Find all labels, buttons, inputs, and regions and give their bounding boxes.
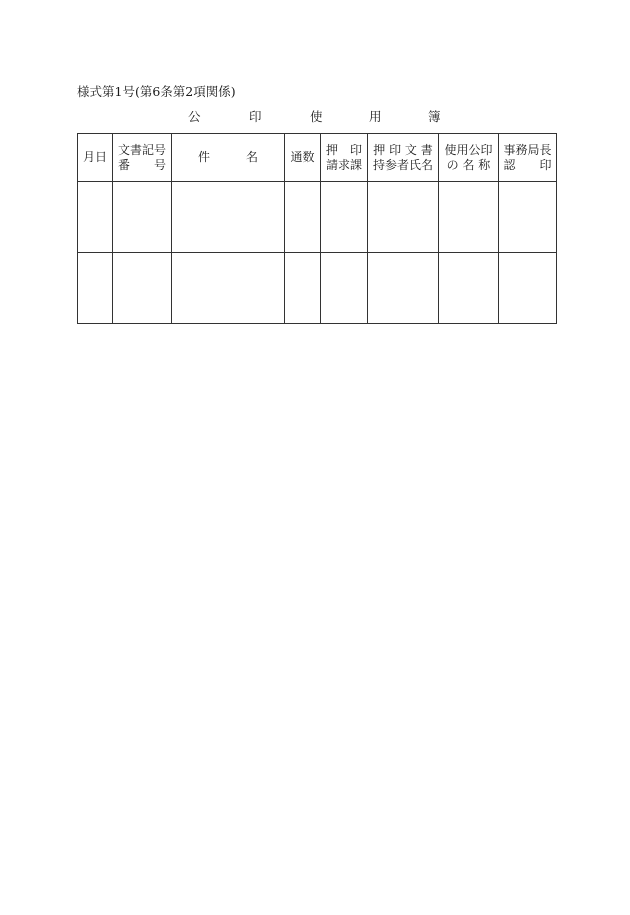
title-char: 印 <box>249 109 262 124</box>
header-subject: 件 名 <box>172 134 285 182</box>
table-cell <box>321 253 368 324</box>
table-cell <box>285 182 321 253</box>
table-cell <box>172 253 285 324</box>
table-cell <box>499 253 557 324</box>
table-cell <box>439 182 499 253</box>
table-cell <box>439 253 499 324</box>
table-cell <box>78 253 113 324</box>
table-row <box>78 182 557 253</box>
table-cell <box>78 182 113 253</box>
table-cell <box>368 182 439 253</box>
table-cell <box>172 182 285 253</box>
table-cell <box>368 253 439 324</box>
header-bearer-name: 押 印 文 書 持参者氏名 <box>368 134 439 182</box>
table-header-row <box>78 134 557 182</box>
header-seal-name: 使用公印 の 名 称 <box>439 134 499 182</box>
title-char: 簿 <box>428 109 441 124</box>
title-char: 公 <box>188 109 201 124</box>
header-month-day: 月日 <box>78 134 113 182</box>
header-copies: 通数 <box>285 134 321 182</box>
table-cell <box>285 253 321 324</box>
title-char: 使 <box>310 109 323 124</box>
page-title <box>0 109 630 125</box>
table-row <box>78 253 557 324</box>
title-char: 用 <box>369 109 382 124</box>
form-number-label: 様式第1号(第6条第2項関係) <box>77 84 236 99</box>
table-cell <box>499 182 557 253</box>
table-cell <box>113 182 172 253</box>
header-requesting-section: 押 印 請求課 <box>321 134 368 182</box>
header-director-approval: 事務局長 認 印 <box>499 134 557 182</box>
table-cell <box>113 253 172 324</box>
seal-usage-ledger-table <box>77 133 557 324</box>
header-document-number: 文書記号 番 号 <box>113 134 172 182</box>
table-cell <box>321 182 368 253</box>
